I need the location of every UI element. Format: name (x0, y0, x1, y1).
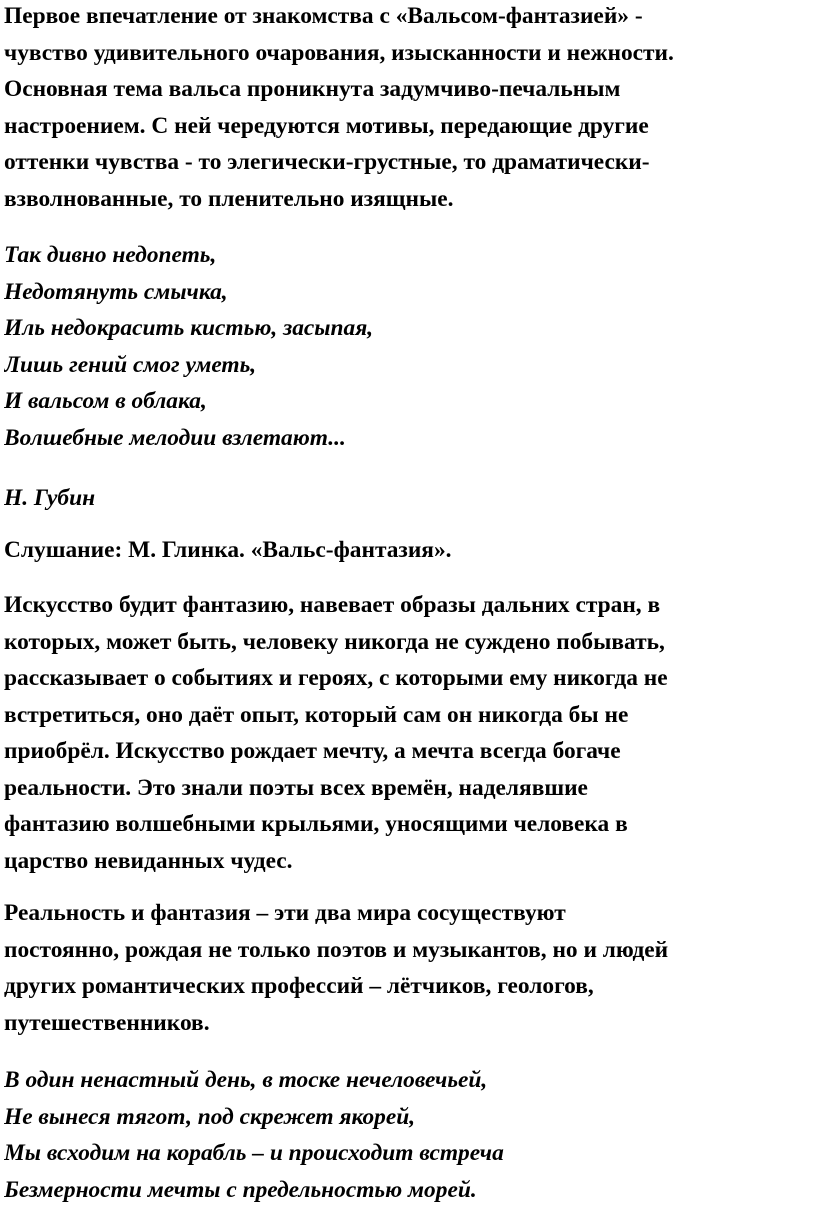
text-line: Первое впечатление от знакомства с «Вальсом-фантазией» - (4, 3, 643, 29)
poem-line: Не вынеся тягот, под скрежет якорей, (4, 1103, 416, 1130)
listening-title: Слушание: М. Глинка. «Вальс-фантазия». (4, 537, 452, 563)
poem-stanza-1 (4, 237, 373, 456)
text-line: взволнованные, то пленительно изящные. (4, 185, 454, 212)
text-line: настроением. С ней чередуются мотивы, передающие другие (4, 112, 649, 139)
document-page (4, 0, 810, 1232)
poem-line: В один ненастный день, в тоске нечеловечьей, (4, 1067, 488, 1093)
text-line: царство невиданных чудес. (4, 847, 293, 874)
text-line: которых, может быть, человеку никогда не суждено побывать, (4, 628, 665, 655)
poem-line: Безмерности мечты с предельностью морей. (4, 1176, 477, 1203)
poem-author: Н. Губин (4, 485, 96, 511)
text-line: реальности. Это знали поэты всех времён, наделявшие (4, 774, 588, 801)
reality-paragraph (4, 895, 668, 1041)
poem-stanza-2 (4, 1062, 504, 1208)
text-line: постоянно, рождая не только поэтов и музыкантов, но и людей (4, 936, 669, 963)
text-line: Искусство будит фантазию, навевает образы дальних стран, в (4, 592, 661, 618)
poem-line: Волшебные мелодии взлетают... (4, 424, 346, 451)
text-line: встретиться, оно даёт опыт, который сам он никогда бы не (4, 701, 629, 728)
intro-paragraph (4, 0, 674, 217)
text-line: фантазию волшебными крыльями, уносящими человека в (4, 811, 628, 837)
poem-line: Недотянуть смычка, (4, 278, 228, 305)
poem-line: Мы всходим на корабль – и происходит встреча (4, 1140, 504, 1166)
text-line: чувство удивительного очарования, изысканности и нежности. (4, 39, 674, 66)
poem-line: Иль недокрасить кистью, засыпая, (4, 315, 374, 341)
art-paragraph (4, 587, 668, 879)
text-line: оттенки чувства - то элегически-грустные, то драматически- (4, 149, 650, 175)
poem-line: И вальсом в облака, (4, 388, 207, 414)
text-line: путешественников. (4, 1009, 210, 1036)
text-line: рассказывает о событиях и героях, с которыми ему никогда не (4, 665, 668, 691)
poem-line: Лишь гений смог уметь, (4, 351, 257, 378)
poem-line: Так дивно недопеть, (4, 242, 217, 268)
text-line: приобрёл. Искусство рождает мечту, а мечта всегда богаче (4, 738, 621, 764)
text-line: других романтических профессий – лётчиков, геологов, (4, 973, 594, 999)
text-line: Реальность и фантазия – эти два мира сосуществуют (4, 900, 566, 926)
text-line: Основная тема вальса проникнута задумчиво-печальным (4, 76, 621, 102)
